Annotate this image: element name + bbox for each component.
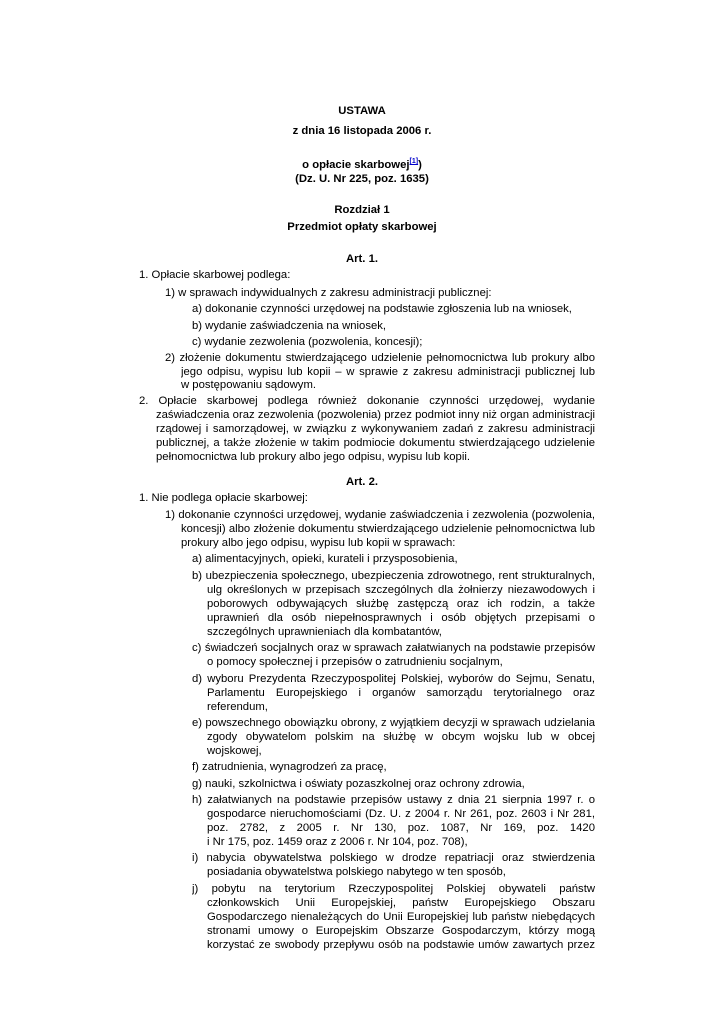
art2-line: stronami umowy o Europejskim Obszarze Gospodarczym, którzy mogą xyxy=(207,925,595,937)
art2-line: a) alimentacyjnych, opieki, kurateli i przysposobienia, xyxy=(192,553,458,565)
art2-line: gospodarce nieruchomościami (Dz. U. z 2004 r. Nr 261, poz. 2603 i Nr 281, xyxy=(207,808,595,820)
art2-line: zgody obywatelom polskim na służbę w obcym wojsku lub w obcej xyxy=(207,731,595,743)
chapter-title: Przedmiot opłaty skarbowej xyxy=(287,221,437,233)
art1-line: 1) w sprawach indywidualnych z zakresu administracji publicznej: xyxy=(165,287,492,299)
art2-line: wojskowej, xyxy=(207,745,262,757)
footnote-link[interactable]: [1] xyxy=(409,158,419,165)
art1-line: 1. Opłacie skarbowej podlega: xyxy=(139,269,291,281)
art2-line: Gospodarczego nienależących do Unii Europejskiej lub państw niebędących xyxy=(207,911,595,923)
art1-line: jego odpisu, wypisu lub kopii – w sprawie z zakresu administracji publicznej lub xyxy=(181,366,595,378)
art1-line: b) wydanie zaświadczenia na wniosek, xyxy=(192,320,387,332)
art2-line: b) ubezpieczenia społecznego, ubezpieczenia zdrowotnego, rent strukturalnych, xyxy=(192,570,595,582)
art2-line: j) pobytu na terytorium Rzeczypospolitej Polskiej obywateli państw xyxy=(192,883,595,895)
art2-line: 1. Nie podlega opłacie skarbowej: xyxy=(139,492,308,504)
article-1-heading: Art. 1. xyxy=(345,253,378,265)
footnote-close: ) xyxy=(418,158,422,171)
journal-reference: (Dz. U. Nr 225, poz. 1635) xyxy=(295,173,429,185)
art2-line: koncesji) albo złożenie dokumentu stwierdzającego udzielenie pełnomocnictwa lub xyxy=(181,523,595,535)
art1-line: 2) złożenie dokumentu stwierdzającego udzielenie pełnomocnictwa lub prokury albo xyxy=(165,352,595,364)
art2-line: d) wyboru Prezydenta Rzeczypospolitej Polskiej, wyborów do Sejmu, Senatu, xyxy=(192,673,595,685)
act-title: USTAWA xyxy=(338,105,386,117)
art2-line: 1) dokonanie czynności urzędowej, wydanie zaświadczenia i zezwolenia (pozwolenia, xyxy=(165,509,595,521)
art1-line: c) wydanie zezwolenia (pozwolenia, koncesji); xyxy=(192,336,423,348)
art2-line: korzystać ze swobody przepływu osób na podstawie umów zawartych przez xyxy=(207,939,595,951)
art2-line: posiadania obywatelstwa polskiego nabytego w ten sposób, xyxy=(207,866,506,878)
art2-line: poz. 2782, z 2005 r. Nr 130, poz. 1087, Nr 169, poz. 1420 xyxy=(207,822,595,834)
art2-line: członkowskich Unii Europejskiej, państw Europejskiego Obszaru xyxy=(207,897,595,909)
art2-line: f) zatrudnienia, wynagrodzeń za pracę, xyxy=(192,761,387,773)
art2-line: poborowych odbywających służbę zastępczą oraz ich rodzin, a także xyxy=(207,598,595,610)
art2-line: uprawnień dla osób niepełnosprawnych i osób objętych przepisami o xyxy=(207,612,595,624)
art2-line: g) nauki, szkolnictwa i oświaty pozaszkolnej oraz ochrony zdrowia, xyxy=(192,778,525,790)
art2-line: h) załatwianych na podstawie przepisów ustawy z dnia 21 sierpnia 1997 r. o xyxy=(192,794,595,806)
art2-line: ulg określonych w przepisach szczególnych dla żołnierzy niezawodowych i xyxy=(207,584,595,596)
art1-line: rządowej i samorządowej, w związku z wykonywaniem zadań z zakresu administracji xyxy=(156,423,595,435)
art2-line: i Nr 175, poz. 1459 oraz z 2006 r. Nr 104, poz. 708), xyxy=(207,836,468,848)
art1-line: publicznej, a także złożenie w takim podmiocie dokumentu stwierdzającego udzielenie xyxy=(156,437,595,449)
art1-line: a) dokonanie czynności urzędowej na podstawie zgłoszenia lub na wniosek, xyxy=(192,303,572,315)
art1-line: 2. Opłacie skarbowej podlega również dokonanie czynności urzędowej, wydanie xyxy=(139,395,595,407)
art2-line: c) świadczeń socjalnych oraz w sprawach załatwianych na podstawie przepisów xyxy=(192,642,595,654)
act-subject-text: o opłacie skarbowej xyxy=(302,158,410,171)
act-date: z dnia 16 listopada 2006 r. xyxy=(292,125,432,137)
art2-line: szczególnych uprawnieniach dla kombatantów, xyxy=(207,626,442,638)
art2-line: e) powszechnego obowiązku obrony, z wyjątkiem decyzji w sprawach udzielania xyxy=(192,717,595,729)
art2-line: i) nabycia obywatelstwa polskiego w drodze repatriacji oraz stwierdzenia xyxy=(192,852,595,864)
art2-line: referendum, xyxy=(207,701,268,713)
art2-line: Parlamentu Europejskiego i organów samorządu terytorialnego oraz xyxy=(207,687,595,699)
art1-line: pełnomocnictwa lub prokury albo jego odpisu, wypisu lub kopii. xyxy=(156,451,470,463)
art1-line: w postępowaniu sądowym. xyxy=(181,379,317,391)
article-2-heading: Art. 2. xyxy=(345,476,378,488)
chapter-number: Rozdział 1 xyxy=(334,204,390,216)
art2-line: prokury albo jego odpisu, wypisu lub kopii w sprawach: xyxy=(181,537,456,549)
act-subject xyxy=(0,153,724,172)
art1-line: zaświadczenia oraz zezwolenia (pozwolenia) przez podmiot inny niż organ administracji xyxy=(156,409,595,421)
art2-line: o pomocy społecznej i przepisów o zatrudnieniu socjalnym, xyxy=(207,656,503,668)
